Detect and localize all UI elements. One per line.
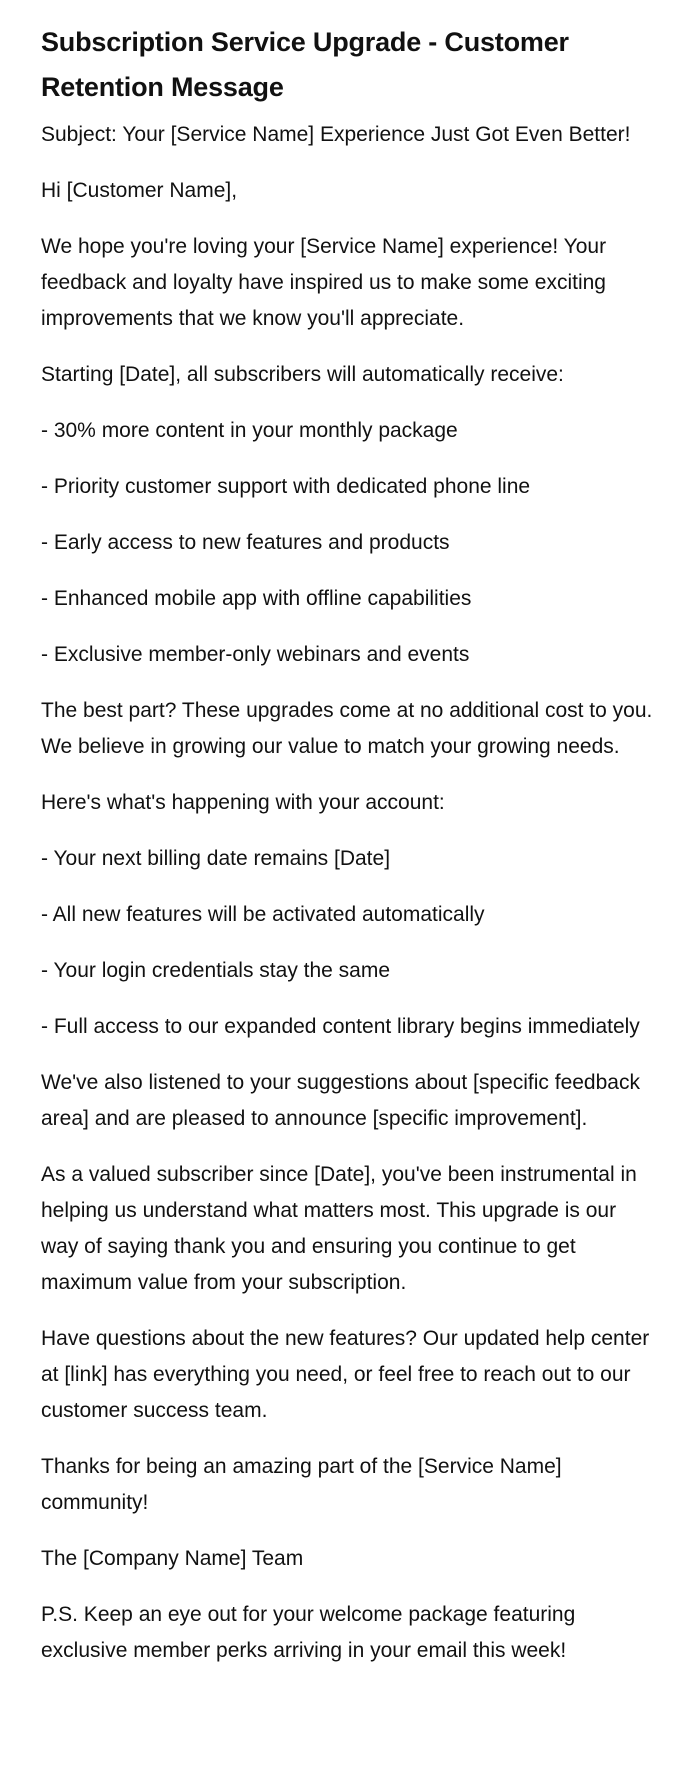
account-item: - Your login credentials stay the same — [41, 959, 391, 982]
benefit-item: - Enhanced mobile app with offline capabilities — [41, 587, 472, 610]
best-part-paragraph: The best part? These upgrades come at no additional cost to you. We believe in growing our value to match your growing needs. — [41, 699, 653, 758]
valued-paragraph: As a valued subscriber since [Date], you've been instrumental in helping us understand what matters most. This upgrade is our way of saying thank you and ensuring you continue to get maximum value from your subscription. — [41, 1163, 637, 1294]
signoff: The [Company Name] Team — [41, 1547, 304, 1570]
questions-paragraph: Have questions about the new features? Our updated help center at [link] has everything you need, or feel free to reach out to our customer success team. — [41, 1327, 650, 1422]
intro-paragraph: We hope you're loving your [Service Name] experience! Your feedback and loyalty have inspired us to make some exciting improvements that we know you'll appreciate. — [41, 235, 607, 330]
account-item: - All new features will be activated automatically — [41, 903, 485, 926]
email-subject: Subject: Your [Service Name] Experience Just Got Even Better! — [41, 123, 631, 146]
postscript: P.S. Keep an eye out for your welcome package featuring exclusive member perks arriving in your email this week! — [41, 1603, 576, 1662]
account-item: - Your next billing date remains [Date] — [41, 847, 391, 870]
suggestions-paragraph: We've also listened to your suggestions about [specific feedback area] and are pleased to announce [specific improvement]. — [41, 1071, 640, 1130]
account-intro: Here's what's happening with your account: — [41, 791, 445, 814]
benefits-intro: Starting [Date], all subscribers will automatically receive: — [41, 363, 564, 386]
document-title: Subscription Service Upgrade - Customer Retention Message — [41, 27, 569, 102]
benefit-item: - Priority customer support with dedicated phone line — [41, 475, 531, 498]
benefit-item: - 30% more content in your monthly package — [41, 419, 458, 442]
greeting: Hi [Customer Name], — [41, 179, 238, 202]
account-item: - Full access to our expanded content library begins immediately — [41, 1015, 640, 1038]
benefit-item: - Exclusive member-only webinars and events — [41, 643, 470, 666]
benefit-item: - Early access to new features and products — [41, 531, 450, 554]
thanks-paragraph: Thanks for being an amazing part of the [Service Name] community! — [41, 1455, 562, 1514]
